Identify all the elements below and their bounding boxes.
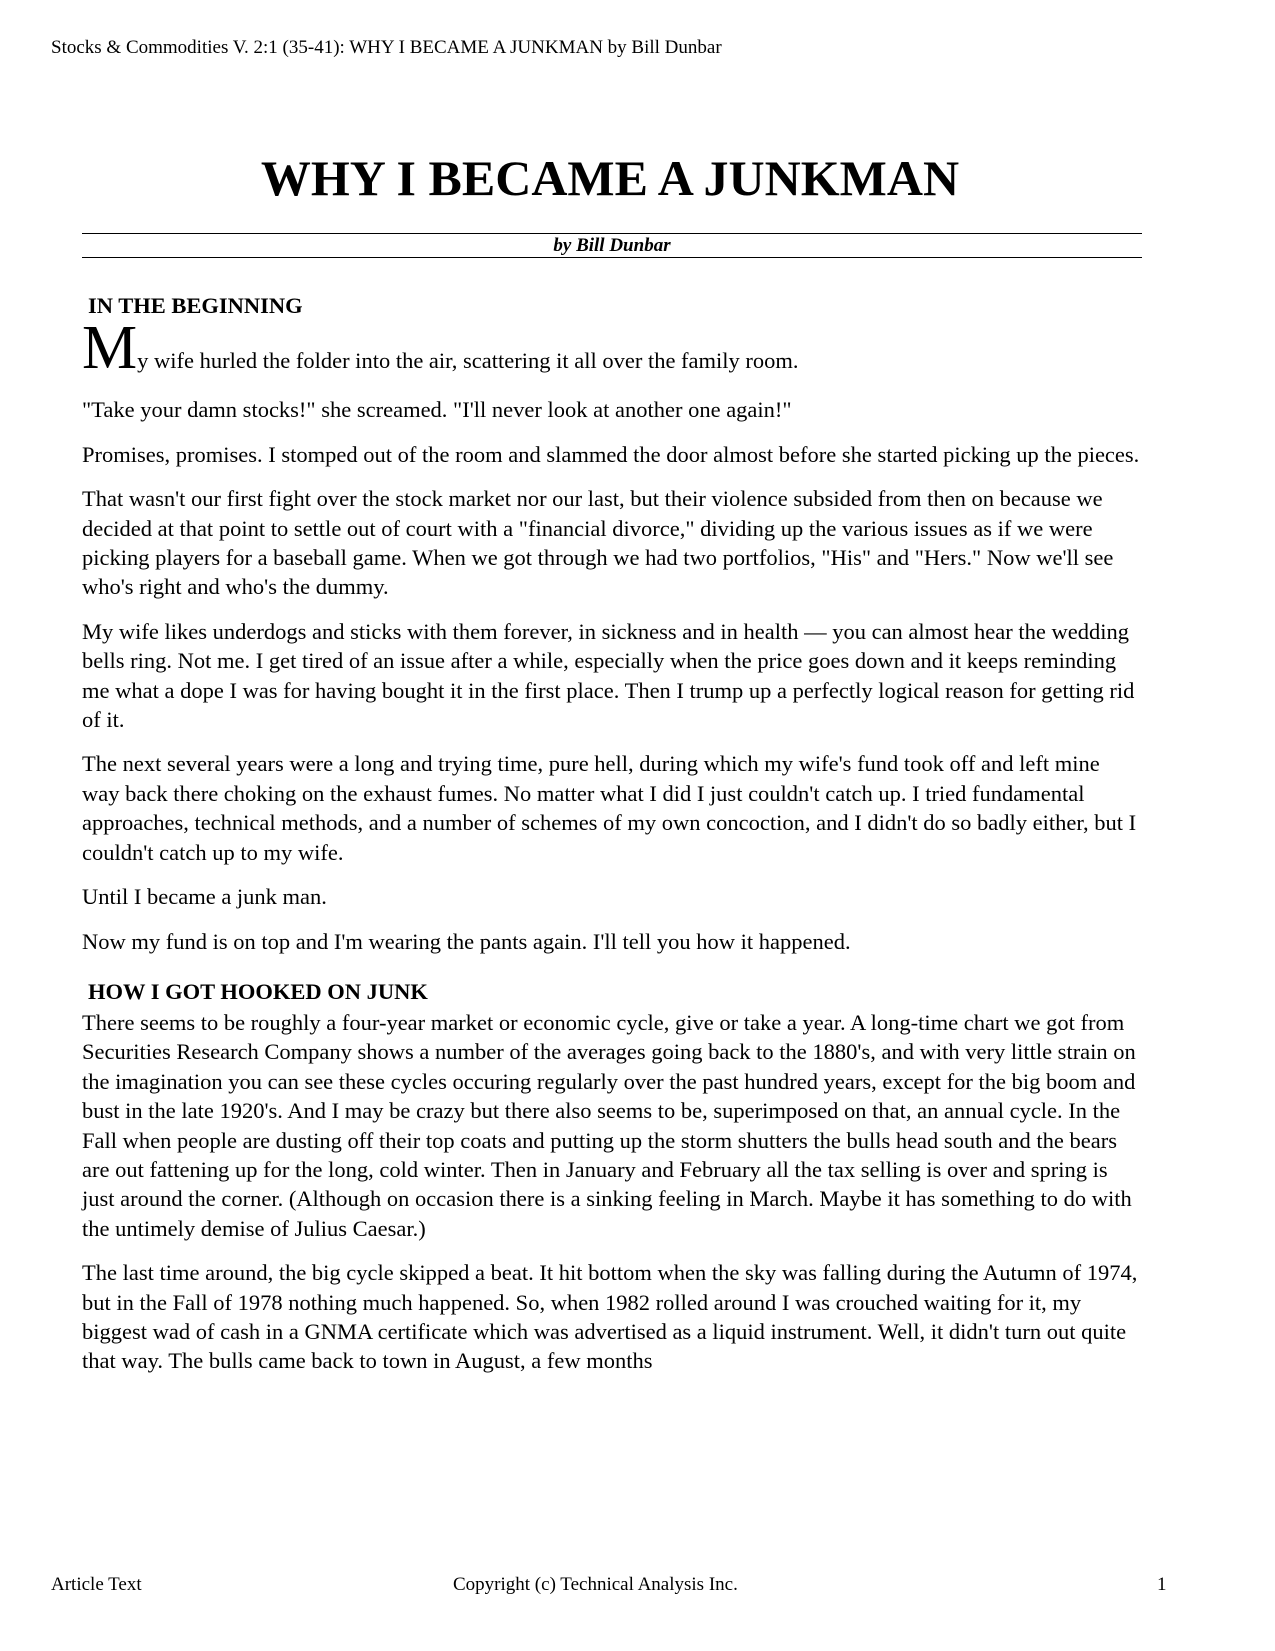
paragraph: That wasn't our first fight over the stock market nor our last, but their violence subsided from then on because we decided at that point to settle out of court with a "financial divorce," dividing up the various issues as if we were picking players for a baseball game. When we got through we had two portfolios, "His" and "Hers." Now we'll see who's right and who's the dummy. [82,486,1114,600]
byline [82,233,1142,258]
paragraph: Promises, promises. I stomped out of the room and slammed the door almost before she started picking up the pieces. [82,441,1140,467]
footer-copyright: Copyright (c) Technical Analysis Inc. [453,1574,738,1595]
paragraph: Until I became a junk man. [82,884,327,910]
first-paragraph [82,314,1142,382]
article-body [82,292,1142,1391]
running-header: Stocks & Commodities V. 2:1 (35-41): WHY I BECAME A JUNKMAN by Bill Dunbar [51,37,722,58]
first-paragraph-text: y wife hurled the folder into the air, scattering it all over the family room. [137,348,799,373]
section-heading: HOW I GOT HOOKED ON JUNK [88,978,428,1004]
paragraph: The next several years were a long and trying time, pure hell, during which my wife's fund took off and left mine way back there choking on the exhaust fumes. No matter what I did I just couldn't catch up. I tried fundamental approaches, technical methods, and a number of schemes of my own concoction, and I didn't do so badly either, but I couldn't catch up to my wife. [82,751,1137,865]
paragraph: "Take your damn stocks!" she screamed. "I'll never look at another one again!" [82,397,792,423]
section-heading: IN THE BEGINNING [88,293,303,318]
paragraph: Now my fund is on top and I'm wearing the pants again. I'll tell you how it happened. [82,928,851,954]
article-title: WHY I BECAME A JUNKMAN [260,150,960,206]
paragraph: The last time around, the big cycle skipped a beat. It hit bottom when the sky was falling during the Autumn of 1974, but in the Fall of 1978 nothing much happened. So, when 1982 rolled around I was crouched waiting for it, my biggest wad of cash in a GNMA certificate which was advertised as a liquid instrument. Well, it didn't turn out quite that way. The bulls came back to town in August, a few months [82,1260,1138,1374]
paragraph: There seems to be roughly a four-year market or economic cycle, give or take a year. A long-time chart we got from Securities Research Company shows a number of the averages going back to the 1880's, and with very little strain on the imagination you can see these cycles occuring regularly over the past hundred years, except for the big boom and bust in the late 1920's. And I may be crazy but there also seems to be, superimposed on that, an annual cycle. In the Fall when people are dusting off their top coats and putting up the storm shutters the bulls head south and the bears are out fattening up for the long, cold winter. Then in January and February all the tax selling is over and spring is just around the corner. (Although on occasion there is a sinking feeling in March. Maybe it has something to do with the untimely demise of Julius Caesar.) [82,1009,1136,1241]
byline-text: by Bill Dunbar [553,235,671,256]
drop-cap: M [82,314,138,382]
footer-label: Article Text [51,1574,142,1595]
paragraph: My wife likes underdogs and sticks with them forever, in sickness and in health — you can almost hear the wedding bells ring. Not me. I get tired of an issue after a while, especially when the price goes down and it keeps reminding me what a dope I was for having bought it in the first place. Then I trump up a perfectly logical reason for getting rid of it. [82,618,1135,733]
page-number: 1 [1157,1574,1167,1595]
